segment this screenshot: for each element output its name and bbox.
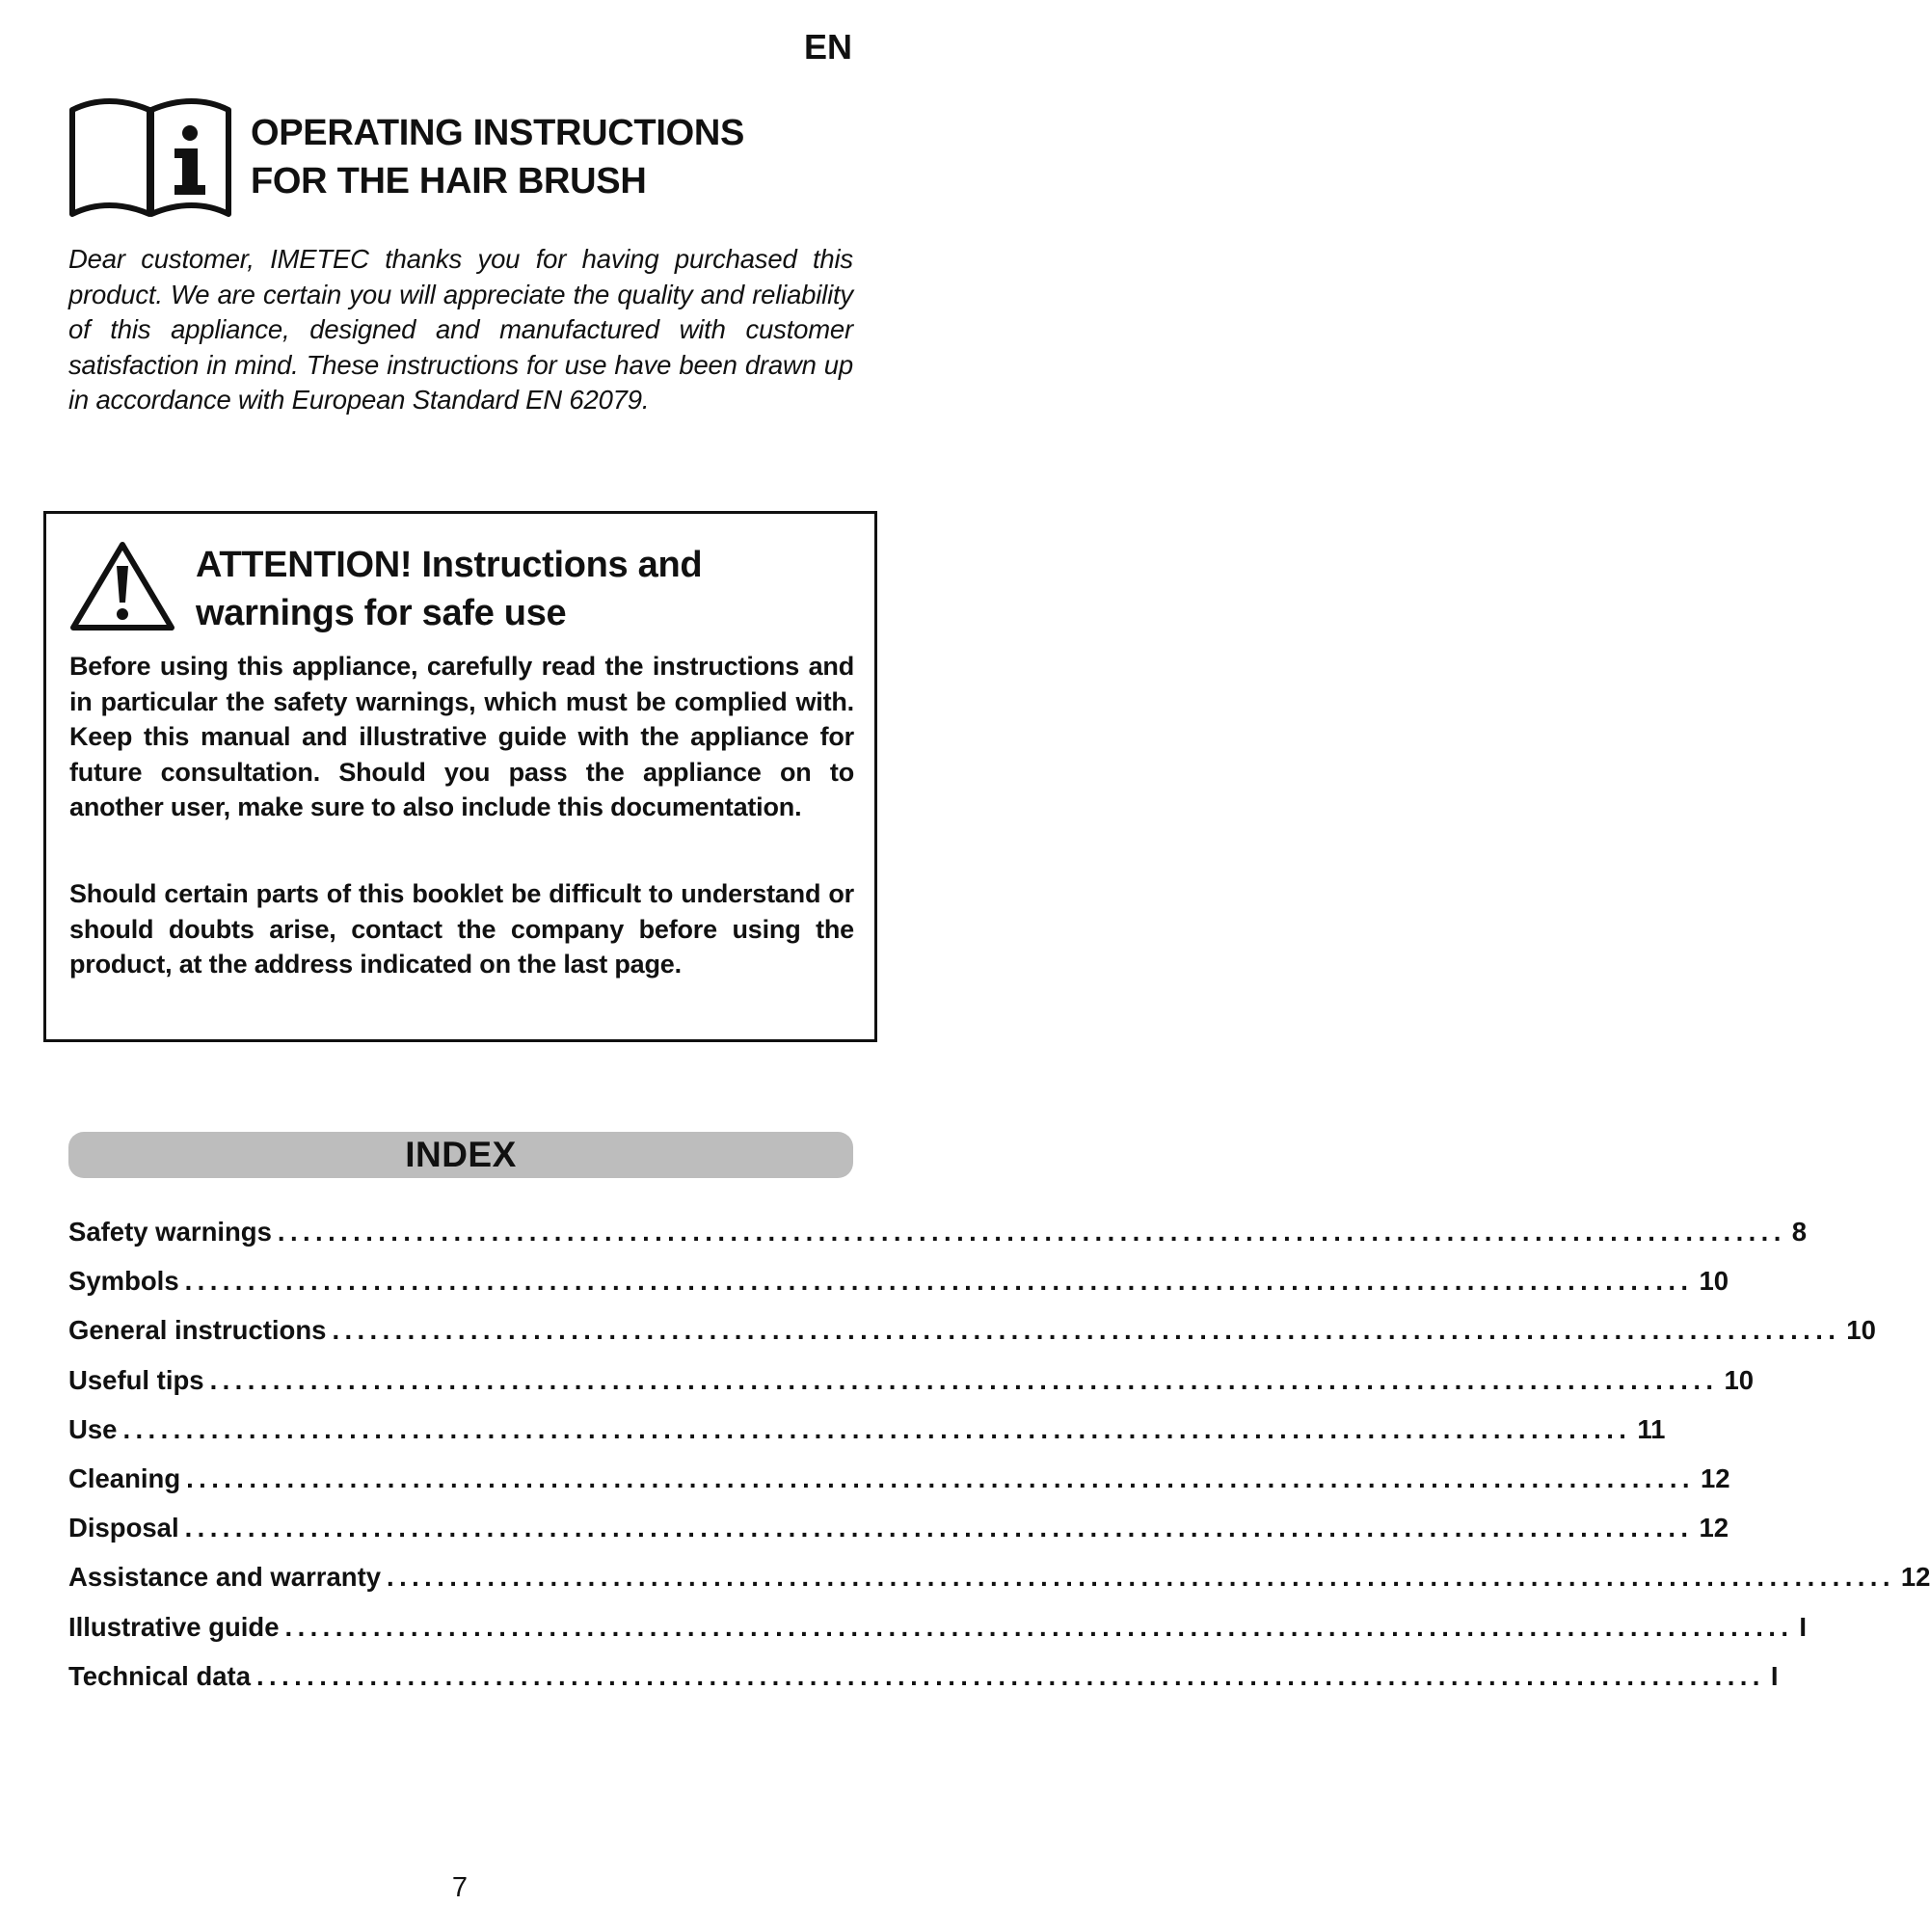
toc-item-page: I xyxy=(1770,1660,1779,1691)
toc-item-label: Use xyxy=(68,1413,118,1444)
toc-leader-dots: ........................................................................................................................ xyxy=(122,1413,1632,1444)
toc-item-label: Assistance and warranty xyxy=(68,1562,382,1593)
toc-item-label: Useful tips xyxy=(68,1364,204,1395)
warning-triangle-icon xyxy=(69,539,175,633)
toc-item[interactable] xyxy=(68,1266,1729,1315)
toc-item-label: Technical data xyxy=(68,1660,251,1691)
toc-item-label: Symbols xyxy=(68,1266,179,1297)
toc-item[interactable] xyxy=(68,1611,1808,1661)
page-title xyxy=(251,109,744,205)
toc-item[interactable] xyxy=(68,1562,1930,1611)
toc-item[interactable] xyxy=(68,1364,1755,1414)
info-book-icon xyxy=(68,100,232,220)
warning-paragraph-1: Before using this appliance, carefully read the instructions and in particular the safety warnings, which must be complied with. Keep this manual and illustrative guide with the appliance for future consultation. Should you pass the appliance on to another user, make sure to also include this documentation. xyxy=(69,652,854,822)
toc-item-label: Disposal xyxy=(68,1513,179,1543)
toc-item-page: 12 xyxy=(1699,1513,1729,1543)
page-number: 7 xyxy=(451,1872,469,1903)
toc-item[interactable] xyxy=(68,1660,1779,1710)
toc-leader-dots: ........................................................................................................................ xyxy=(209,1364,1719,1395)
toc-item-page: 10 xyxy=(1699,1266,1729,1297)
toc-item-page: I xyxy=(1799,1611,1808,1642)
toc-item-label: Cleaning xyxy=(68,1462,181,1493)
toc-leader-dots: ........................................................................................................................ xyxy=(332,1315,1841,1346)
warning-title-line-2: warnings for safe use xyxy=(196,593,567,633)
language-tag: EN xyxy=(803,27,852,67)
title-line-2: FOR THE HAIR BRUSH xyxy=(251,161,647,201)
toc-item[interactable] xyxy=(68,1513,1729,1562)
toc-item[interactable] xyxy=(68,1217,1808,1266)
index-title: INDEX xyxy=(405,1135,517,1174)
toc-leader-dots: ........................................................................................................................ xyxy=(277,1217,1786,1247)
toc-item-page: 11 xyxy=(1637,1413,1666,1444)
toc-item-label: Illustrative guide xyxy=(68,1611,280,1642)
toc-item[interactable] xyxy=(68,1315,1876,1364)
warning-title-line-1: ATTENTION! Instructions and xyxy=(196,545,703,585)
toc-item-page: 10 xyxy=(1724,1364,1755,1395)
document-header xyxy=(68,100,744,220)
toc-leader-dots: ........................................................................................................................ xyxy=(184,1513,1694,1543)
table-of-contents xyxy=(68,1217,1930,1710)
toc-item-label: Safety warnings xyxy=(68,1217,272,1247)
toc-item-page: 12 xyxy=(1900,1562,1930,1593)
toc-item-page: 12 xyxy=(1700,1462,1730,1493)
warning-paragraph-2: Should certain parts of this booklet be difficult to understand or should doubts arise, contact the company before using the product, at the address indicated on the last page. xyxy=(69,879,854,979)
toc-leader-dots: ........................................................................................................................ xyxy=(186,1462,1695,1493)
toc-item-page: 8 xyxy=(1791,1217,1808,1247)
toc-leader-dots: ........................................................................................................................ xyxy=(184,1266,1694,1297)
toc-item-label: General instructions xyxy=(68,1315,327,1346)
toc-item[interactable] xyxy=(68,1413,1666,1463)
toc-item[interactable] xyxy=(68,1462,1730,1513)
title-line-1: OPERATING INSTRUCTIONS xyxy=(251,113,745,153)
index-header-bar xyxy=(68,1132,853,1178)
toc-item-page: 10 xyxy=(1846,1315,1876,1346)
safety-warning-box xyxy=(43,511,877,1042)
toc-leader-dots: ........................................................................................................................ xyxy=(387,1562,1895,1593)
toc-leader-dots: ........................................................................................................................ xyxy=(256,1660,1765,1691)
warning-title xyxy=(196,541,832,637)
toc-leader-dots: ........................................................................................................................ xyxy=(284,1611,1794,1642)
intro-paragraph: Dear customer, IMETEC thanks you for having purchased this product. We are certain you will appreciate the quality and reliability of this appliance, designed and manufactured with customer satisfaction in mind. These instructions for use have been drawn up in accordance with European Standard EN 62079. xyxy=(68,244,853,416)
